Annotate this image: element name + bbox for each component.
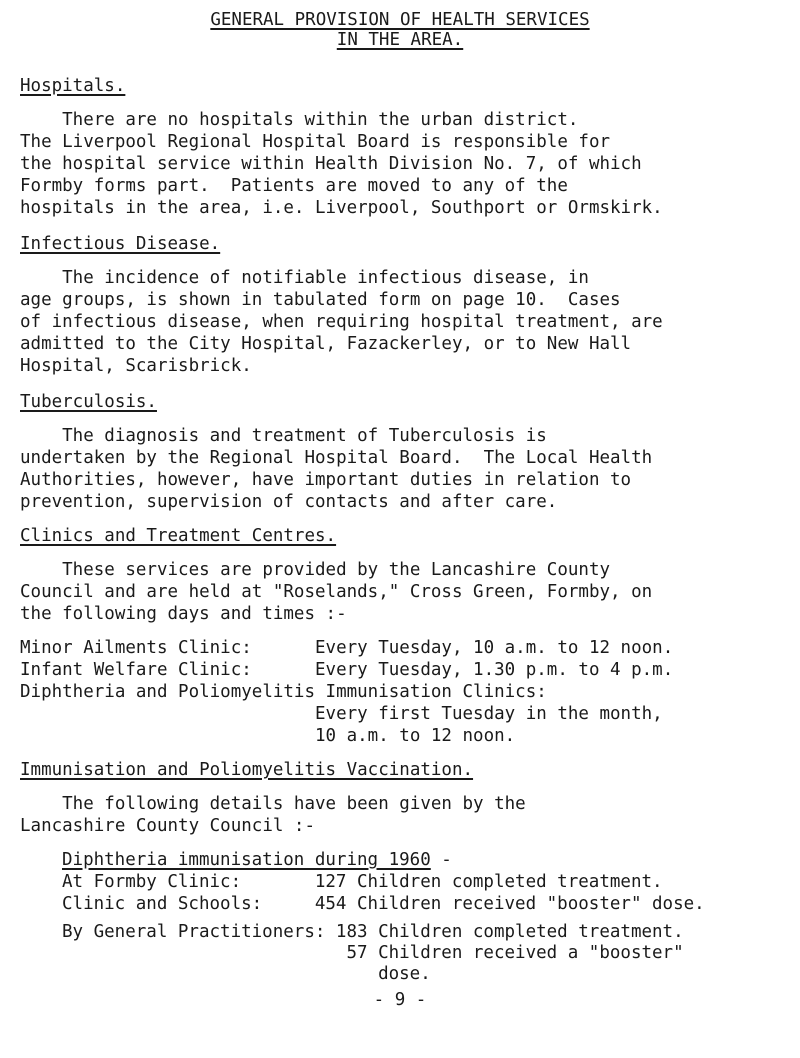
tuberculosis-line: The diagnosis and treatment of Tuberculosis is bbox=[20, 426, 547, 446]
tuberculosis-line: undertaken by the Regional Hospital Board. The Local Health bbox=[20, 448, 653, 468]
page-number: - 9 - bbox=[373, 990, 427, 1010]
tuberculosis-heading: Tuberculosis. bbox=[20, 392, 157, 412]
immunisation-detail-line: At Formby Clinic: 127 Children completed treatment. bbox=[62, 872, 663, 892]
infectious-line: admitted to the City Hospital, Fazackerley, or to New Hall bbox=[20, 334, 632, 354]
title-line-1: GENERAL PROVISION OF HEALTH SERVICES bbox=[210, 10, 590, 30]
hospitals-line: There are no hospitals within the urban district. bbox=[20, 110, 579, 130]
infectious-line: age groups, is shown in tabulated form on page 10. Cases bbox=[20, 290, 621, 310]
immunisation-heading: Immunisation and Poliomyelitis Vaccination. bbox=[20, 760, 474, 780]
clinics-line: These services are provided by the Lancashire County bbox=[20, 560, 611, 580]
tuberculosis-line: prevention, supervision of contacts and after care. bbox=[20, 492, 558, 512]
hospitals-line: hospitals in the area, i.e. Liverpool, Southport or Ormskirk. bbox=[20, 198, 663, 218]
infectious-line: Hospital, Scarisbrick. bbox=[20, 356, 252, 376]
hospitals-heading: Hospitals. bbox=[20, 76, 126, 96]
immunisation-line: The following details have been given by the bbox=[20, 794, 526, 814]
clinics-line: the following days and times :- bbox=[20, 604, 347, 624]
clinic-schedule-line: 10 a.m. to 12 noon. bbox=[20, 726, 516, 746]
diphtheria-subheading-text: Diphtheria immunisation during 1960 bbox=[62, 850, 431, 870]
infectious-line: The incidence of notifiable infectious disease, in bbox=[20, 268, 589, 288]
hospitals-line: the hospital service within Health Division No. 7, of which bbox=[20, 154, 642, 174]
gp-line: dose. bbox=[62, 964, 431, 984]
hospitals-line: The Liverpool Regional Hospital Board is responsible for bbox=[20, 132, 611, 152]
clinics-line: Council and are held at "Roselands," Cross Green, Formby, on bbox=[20, 582, 653, 602]
clinic-schedule-line: Minor Ailments Clinic: Every Tuesday, 10 a.m. to 12 noon. bbox=[20, 638, 674, 658]
gp-line: By General Practitioners: 183 Children completed treatment. bbox=[62, 922, 684, 942]
diphtheria-subheading-suffix: - bbox=[430, 850, 452, 870]
gp-line: 57 Children received a "booster" bbox=[62, 943, 684, 963]
immunisation-line: Lancashire County Council :- bbox=[20, 816, 316, 836]
clinic-schedule-line: Diphtheria and Poliomyelitis Immunisation Clinics: bbox=[20, 682, 547, 702]
infectious-line: of infectious disease, when requiring hospital treatment, are bbox=[20, 312, 663, 332]
clinics-heading: Clinics and Treatment Centres. bbox=[20, 526, 337, 546]
immunisation-detail-line: Clinic and Schools: 454 Children received "booster" dose. bbox=[62, 894, 705, 914]
clinic-schedule-line: Every first Tuesday in the month, bbox=[20, 704, 663, 724]
clinic-schedule-line: Infant Welfare Clinic: Every Tuesday, 1.30 p.m. to 4 p.m. bbox=[20, 660, 674, 680]
diphtheria-subheading bbox=[62, 850, 452, 870]
tuberculosis-line: Authorities, however, have important duties in relation to bbox=[20, 470, 632, 490]
hospitals-line: Formby forms part. Patients are moved to any of the bbox=[20, 176, 568, 196]
infectious-heading: Infectious Disease. bbox=[20, 234, 221, 254]
title-line-2: IN THE AREA. bbox=[336, 30, 464, 50]
